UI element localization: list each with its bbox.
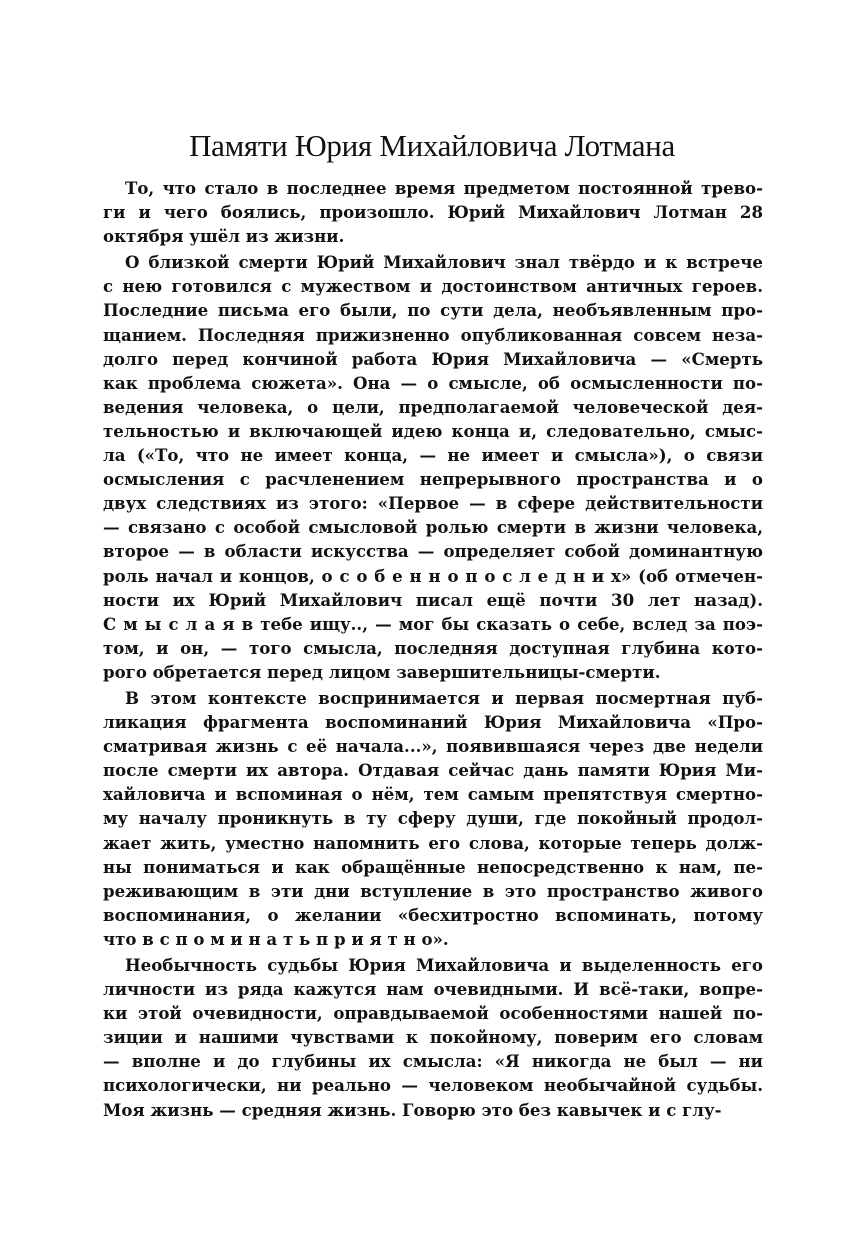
text-line: как проблема сюжета». Она — о смысле, об осмысленности по- [103, 372, 763, 393]
text-line: — вполне и до глубины их смысла: «Я никогда не был — ни [103, 1051, 763, 1072]
text-line: реживающим в эти дни вступление в это пространство живого [103, 880, 763, 901]
text-line: рого обретается перед лицом завершительницы-смерти. [103, 661, 661, 682]
text-line: ликация фрагмента воспоминаний Юрия Михайловича «Про- [103, 712, 763, 733]
paragraph [103, 250, 763, 684]
text-line: октября ушёл из жизни. [103, 226, 345, 247]
text-line: двух следствиях из этого: «Первое — в сфере действительности [103, 493, 763, 514]
text-line: что в с п о м и н а т ь п р и я т н о». [103, 928, 449, 949]
text-line: — связано с особой смысловой ролью смерти в жизни человека, [103, 517, 763, 538]
page-title: Памяти Юрия Михайловича Лотмана [189, 128, 675, 163]
text-line: долго перед кончиной работа Юрия Михайловича — «Смерть [103, 348, 763, 369]
text-line: В этом контексте воспринимается и первая посмертная пуб- [125, 687, 763, 708]
text-line: Необычность судьбы Юрия Михайловича и выделенность его [125, 955, 763, 975]
text-line: С м ы с л а я в тебе ищу.., — мог бы сказать о себе, вслед за поэ- [103, 613, 763, 634]
text-line: ки этой очевидности, оправдываемой особенностями нашей по- [103, 1003, 763, 1024]
text-line: роль начал и концов, о с о б е н н о п о с л е д н и х» (об отмечен- [103, 565, 763, 586]
text-line: личности из ряда кажутся нам очевидными. И всё-таки, вопре- [103, 979, 763, 1000]
text-line: щанием. Последняя прижизненно опубликованная совсем неза- [103, 324, 763, 345]
text-line: хайловича и вспоминая о нём, тем самым препятствуя смертно- [103, 784, 763, 805]
text-line: Последние письма его были, по сути дела, необъявленным про- [103, 300, 763, 321]
text-line: Моя жизнь — средняя жизнь. Говорю это без кавычек и с глу- [103, 1099, 722, 1120]
text-line: ности их Юрий Михайлович писал ещё почти 30 лет назад). [103, 589, 763, 610]
paragraph [103, 686, 763, 951]
text-line: му началу проникнуть в ту сферу души, где покойный продол- [103, 808, 763, 829]
text-line: сматривая жизнь с её начала...», появившаяся через две недели [103, 736, 763, 757]
text-line: осмысления с расчленением непрерывного пространства и о [103, 469, 763, 490]
text-line: жает жить, уместно напомнить его слова, которые теперь долж- [103, 832, 763, 853]
text-line: с нею готовился с мужеством и достоинством античных героев. [103, 276, 763, 297]
text-line: психологически, ни реально — человеком необычайной судьбы. [103, 1075, 763, 1096]
text-line: ны пониматься и как обращённые непосредственно к нам, пе- [103, 856, 763, 877]
paragraph [103, 953, 763, 1122]
text-line: второе — в области искусства — определяет собой доминантную [103, 541, 763, 562]
text-line: ги и чего боялись, произошло. Юрий Михайлович Лотман 28 [103, 202, 763, 223]
text-line: после смерти их автора. Отдавая сейчас дань памяти Юрия Ми- [103, 760, 763, 781]
text-line: ведения человека, о цели, предполагаемой человеческой дея- [103, 396, 763, 417]
text-line: О близкой смерти Юрий Михайлович знал твёрдо и к встрече [125, 252, 763, 273]
text-line: воспоминания, о желании «бесхитростно вспоминать, потому [103, 904, 763, 925]
text-line: зиции и нашими чувствами к покойному, поверим его словам [103, 1027, 763, 1048]
text-line: То, что стало в последнее время предметом постоянной трево- [125, 178, 763, 198]
paragraph [103, 176, 763, 248]
text-line: ла («То, что не имеет конца, — не имеет и смысла»), о связи [103, 445, 763, 466]
article-body [103, 176, 763, 1122]
text-line: том, и он, — того смысла, последняя доступная глубина кото- [103, 637, 763, 658]
text-line: тельностью и включающей идею конца и, следовательно, смыс- [103, 420, 763, 441]
